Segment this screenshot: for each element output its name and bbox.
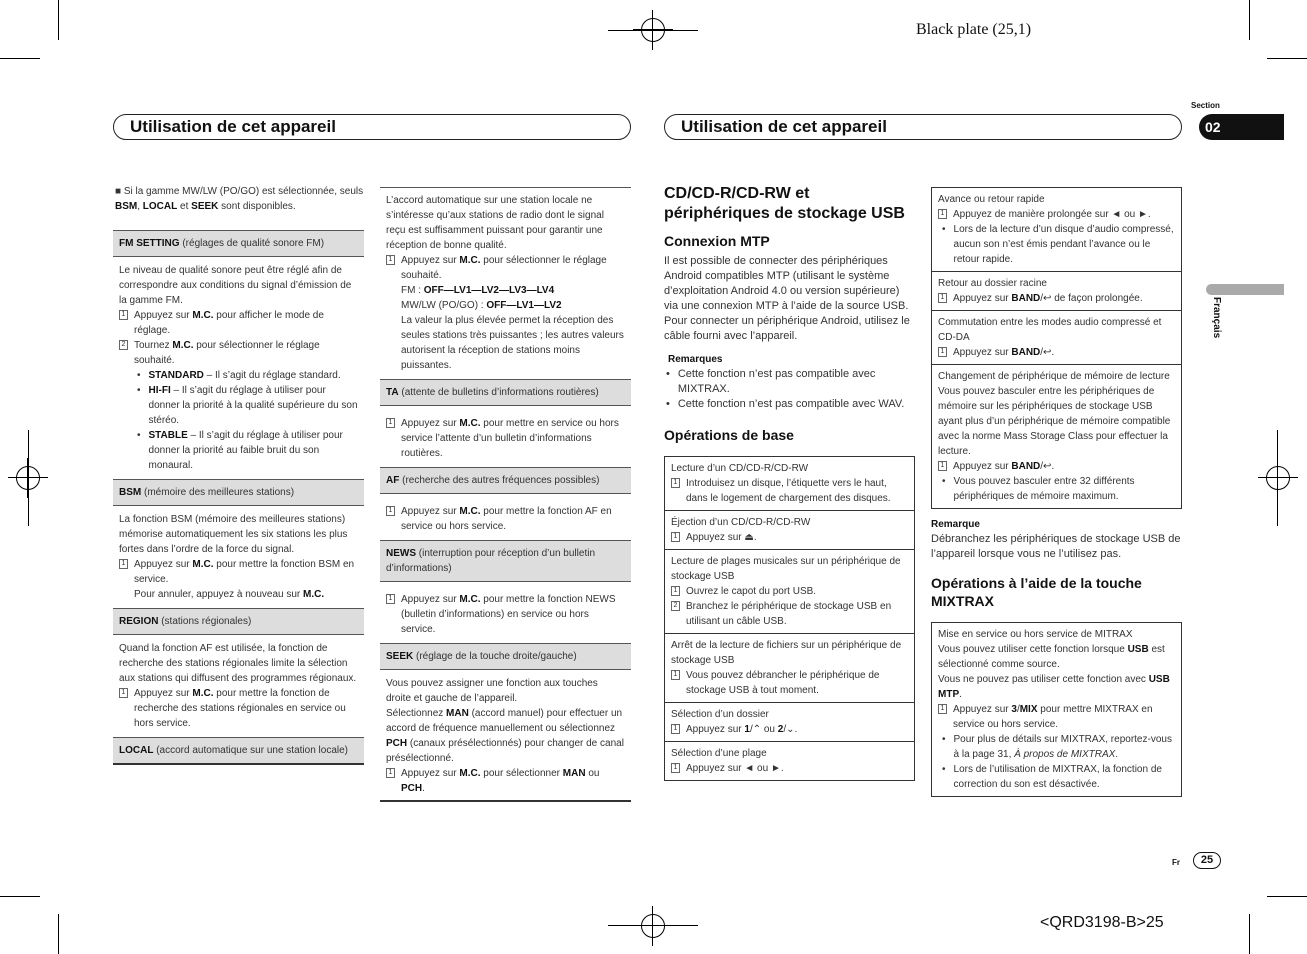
section-heading-bsm: BSM (mémoire des meilleures stations) [113, 479, 364, 506]
section-heading-ta: TA (attente de bulletins d’informations routières) [380, 379, 631, 406]
step-number: 1 [386, 594, 395, 604]
crop-mark [28, 430, 29, 526]
step: 1 Appuyez sur M.C. pour mettre la fonction de recherche des stations régionales en service ou hors service. [119, 686, 358, 731]
section-heading-fm-setting: FM SETTING (réglages de qualité sonore FM) [113, 230, 364, 257]
crop-mark [1249, 0, 1250, 40]
bullet-item: • STANDARD – Il s’agit du réglage standard. [137, 370, 341, 381]
note-text: Débranchez les périphériques de stockage USB de l’appareil lorsque vous ne l’utilisez pas. [931, 533, 1181, 560]
step-number: 1 [671, 670, 680, 680]
bsm-body: La fonction BSM (mémoire des meilleures stations) mémorise automatiquement les six stations les plus fortes dans l’ordre de la force du signal. 1 Appuyez sur M.C. pour mettre la fonction BSM en service. Pour annuler, appuyez à nouveau sur M.C. [113, 506, 364, 602]
step-number: 1 [119, 559, 128, 569]
crop-mark [1249, 914, 1250, 954]
step-number: 1 [119, 688, 128, 698]
step-number: 1 [119, 310, 128, 320]
region-body: Quand la fonction AF est utilisée, la fonction de recherche des stations régionales limite la sélection aux stations qui diffusent des programmes régionaux. 1 Appuyez sur M.C. pour mettre la fonction de recherche des stations régionales en service ou hors service. [119, 643, 357, 729]
heading-basic-operations: Opérations de base [664, 427, 794, 443]
operation-cell: Arrêt de la lecture de fichiers sur un périphérique de stockage USB 1 Vous pouvez débrancher le périphérique de stockage USB à tout moment. [665, 634, 914, 703]
step-number: 2 [119, 340, 128, 350]
step-number: 1 [938, 209, 947, 219]
language-tab-bar [1206, 284, 1284, 295]
note-title: Remarque [931, 519, 980, 530]
news-body [380, 582, 631, 637]
section-heading-af: AF (recherche des autres fréquences possibles) [380, 467, 631, 494]
section-end-rule [380, 800, 631, 802]
crop-mark [0, 896, 40, 897]
column-2 [380, 187, 631, 802]
column-1 [113, 184, 364, 765]
page-header-left: Utilisation de cet appareil [113, 114, 631, 140]
note-item: • Cette fonction n’est pas compatible avec WAV. [666, 398, 905, 410]
operations-table-continued [931, 187, 1182, 509]
registration-mark [633, 906, 673, 946]
operation-cell: Changement de périphérique de mémoire de lecture Vous pouvez basculer entre les périphériques de mémoire sur les périphériques de stockage USB ayant plus d’un périphérique de mémoire compatible avec la norme Mass Storage Class pour effectuer la lecture. 1 Appuyez sur BAND/↩. • Vous pouvez basculer entre 32 différents périphériques de mémoire maximum. [938, 371, 1171, 502]
page-language: Fr [1172, 858, 1180, 867]
step-number: 1 [386, 768, 395, 778]
operation-cell: Lecture de plages musicales sur un périphérique de stockage USB 1 Ouvrez le capot du port USB. 2 Branchez le périphérique de stockage USB en utilisant un câble USB. [665, 550, 914, 634]
heading-mixtrax: Opérations à l’aide de la touche MIXTRAX [931, 575, 1142, 609]
column-3 [664, 184, 915, 781]
section-heading-news: NEWS (interruption pour réception d’un bulletin d’informations) [380, 540, 631, 582]
page-number: 25 [1193, 852, 1221, 869]
step-number: 1 [671, 586, 680, 596]
crop-mark [58, 914, 59, 954]
step: 1 Appuyez sur M.C. pour sélectionner MAN ou PCH. [386, 766, 625, 796]
step-number: 1 [386, 506, 395, 516]
operations-table [664, 456, 915, 781]
operation-cell: Avance ou retour rapide 1 Appuyez de manière prolongée sur ◄ ou ►. • Lors de la lecture d’un disque d’audio compressé, aucun son n’est émis pendant l’avance ou le retour rapide. [932, 188, 1181, 272]
crop-mark [1267, 58, 1307, 59]
page-header-right: Utilisation de cet appareil [664, 114, 1182, 140]
section-heading-seek: SEEK (réglage de la touche droite/gauche) [380, 643, 631, 670]
notes-title: Remarques [668, 354, 723, 365]
mtp-text: Il est possible de connecter des périphériques Android compatibles MTP (utilisant le système d’exploitation Android 4.0 ou version supérieure) via une connexion MTP à l’aide de la source USB. Pour connecter un périphérique Android, utilisez le câble fourni avec l’appareil. [664, 255, 910, 342]
crop-mark [0, 58, 40, 59]
crop-mark [58, 0, 59, 40]
language-tab: Français [1211, 297, 1222, 339]
step: 2 Tournez M.C. pour sélectionner le réglage souhaité. [119, 338, 358, 368]
step-number: 1 [671, 532, 680, 542]
step: 1 Appuyez sur M.C. pour mettre la fonction BSM en service. Pour annuler, appuyez à nouveau sur M.C. [119, 557, 358, 602]
fm-setting-body: Le niveau de qualité sonore peut être réglé afin de correspondre aux conditions du signal d’émission de la gamme FM. 1 Appuyez sur M.C. pour afficher le mode de réglage. 2 Tournez M.C. pour sélectionner le réglage souhaité. • STANDARD – Il s’agit du réglage standard. • HI-FI – Il s’agit du réglage à utiliser pour donner la priorité à la qualité supérieure du son stéréo. • STABLE – Il s’agit du réglage à utiliser pour donner la priorité au faible bruit du son monaural. [119, 265, 358, 471]
seek-body: Vous pouvez assigner une fonction aux touches droite et gauche de l’appareil. Sélectionnez MAN (accord manuel) pour effectuer un accord de fréquence manuellement ou sélectionnez PCH (canaux présélectionnés) pour changer de canal présélectionné. 1 Appuyez sur M.C. pour sélectionner MAN ou PCH. [386, 678, 624, 794]
step-number: 1 [938, 704, 947, 714]
operation-cell: Lecture d’un CD/CD-R/CD-RW 1 Introduisez un disque, l’étiquette vers le haut, dans le logement de chargement des disques. [665, 457, 914, 511]
step-number: 1 [938, 293, 947, 303]
operation-cell: Mise en service ou hors service de MITRAX Vous pouvez utiliser cette fonction lorsque USB est sélectionné comme source. Vous ne pouvez pas utiliser cette fonction avec USB MTP. 1 Appuyez sur 3/MIX pour mettre MIXTRAX en service ou hors service. • Pour plus de détails sur MIXTRAX, reportez-vous à la page 31, À propos de MIXTRAX. • Lors de l’utilisation de MIXTRAX, la fonction de correction du son est désactivée. [938, 629, 1172, 790]
step-number: 1 [386, 255, 395, 265]
operation-cell: Commutation entre les modes audio compressé et CD-DA 1 Appuyez sur BAND/↩. [932, 311, 1181, 365]
step: 1 Appuyez sur M.C. pour afficher le mode de réglage. [119, 308, 358, 338]
step: 1 Appuyez sur M.C. pour mettre en service ou hors service l’attente d’un bulletin d’informations routières. [386, 416, 625, 461]
section-number: 02 [1199, 114, 1284, 140]
section-heading-region: REGION (stations régionales) [113, 608, 364, 635]
operation-cell: Éjection d’un CD/CD-R/CD-RW 1 Appuyez sur ⏏. [665, 511, 914, 550]
local-body: L’accord automatique sur une station locale ne s’intéresse qu’aux stations de radio dont le signal reçu est suffisamment puissant pour garantir une réception de bonne qualité. 1 Appuyez sur M.C. pour sélectionner le réglage souhaité. FM : OFF—LV1—LV2—LV3—LV4 MW/LW (PO/GO) : OFF—LV1—LV2 La valeur la plus élevée permet la réception des seules stations très puissantes ; les autres valeurs autorisent la réception de stations moins puissantes. [386, 195, 624, 371]
step-number: 1 [671, 763, 680, 773]
step: 1 Appuyez sur M.C. pour mettre la fonction AF en service ou hors service. [386, 504, 625, 534]
operation-cell: Sélection d’une plage 1 Appuyez sur ◄ ou ►. [671, 748, 784, 774]
section-heading-local: LOCAL (accord automatique sur une station locale) [113, 737, 364, 765]
registration-mark [1258, 458, 1298, 498]
document-code: <QRD3198-B>25 [1040, 914, 1164, 931]
step: 1 Appuyez sur M.C. pour sélectionner le réglage souhaité. FM : OFF—LV1—LV2—LV3—LV4 MW/LW (PO/GO) : OFF—LV1—LV2 La valeur la plus élevée permet la réception des seules stations très puissantes ; les autres valeurs autorisent la réception de stations moins puissantes. [386, 253, 625, 373]
af-body [380, 494, 631, 534]
step-number: 2 [671, 601, 680, 611]
step-number: 1 [938, 461, 947, 471]
step: 1 Appuyez sur M.C. pour mettre la fonction NEWS (bulletin d’informations) en service ou hors service. [386, 592, 625, 637]
section-label: Section [1191, 101, 1220, 110]
step-number: 1 [386, 418, 395, 428]
intro-note: ■ Si la gamme MW/LW (PO/GO) est sélectionnée, seuls BSM, LOCAL et SEEK sont disponibles. [115, 186, 364, 212]
column-4 [931, 187, 1182, 797]
chapter-title: CD/CD-R/CD-RW et périphériques de stockage USB [664, 185, 905, 222]
note-item: • Cette fonction n’est pas compatible avec MIXTRAX. [666, 368, 876, 395]
bullet-item: • STABLE – Il s’agit du réglage à utiliser pour donner la priorité au faible bruit du son monaural. [137, 430, 343, 471]
registration-mark [633, 10, 673, 50]
crop-mark [1267, 896, 1307, 897]
heading-mtp: Connexion MTP [664, 233, 770, 249]
bullet-item: • HI-FI – Il s’agit du réglage à utiliser pour donner la priorité à la qualité supérieure du son stéréo. [137, 385, 358, 426]
plate-label: Black plate (25,1) [916, 21, 1032, 38]
crop-mark [1277, 430, 1278, 526]
step-number: 1 [671, 478, 680, 488]
ta-body [380, 406, 631, 461]
mixtrax-table [931, 622, 1182, 797]
step-number: 1 [938, 347, 947, 357]
operation-cell: Sélection d’un dossier 1 Appuyez sur 1/⌃ ou 2/⌄. [665, 703, 914, 742]
operation-cell: Retour au dossier racine 1 Appuyez sur BAND/↩ de façon prolongée. [932, 272, 1181, 311]
step-number: 1 [671, 724, 680, 734]
